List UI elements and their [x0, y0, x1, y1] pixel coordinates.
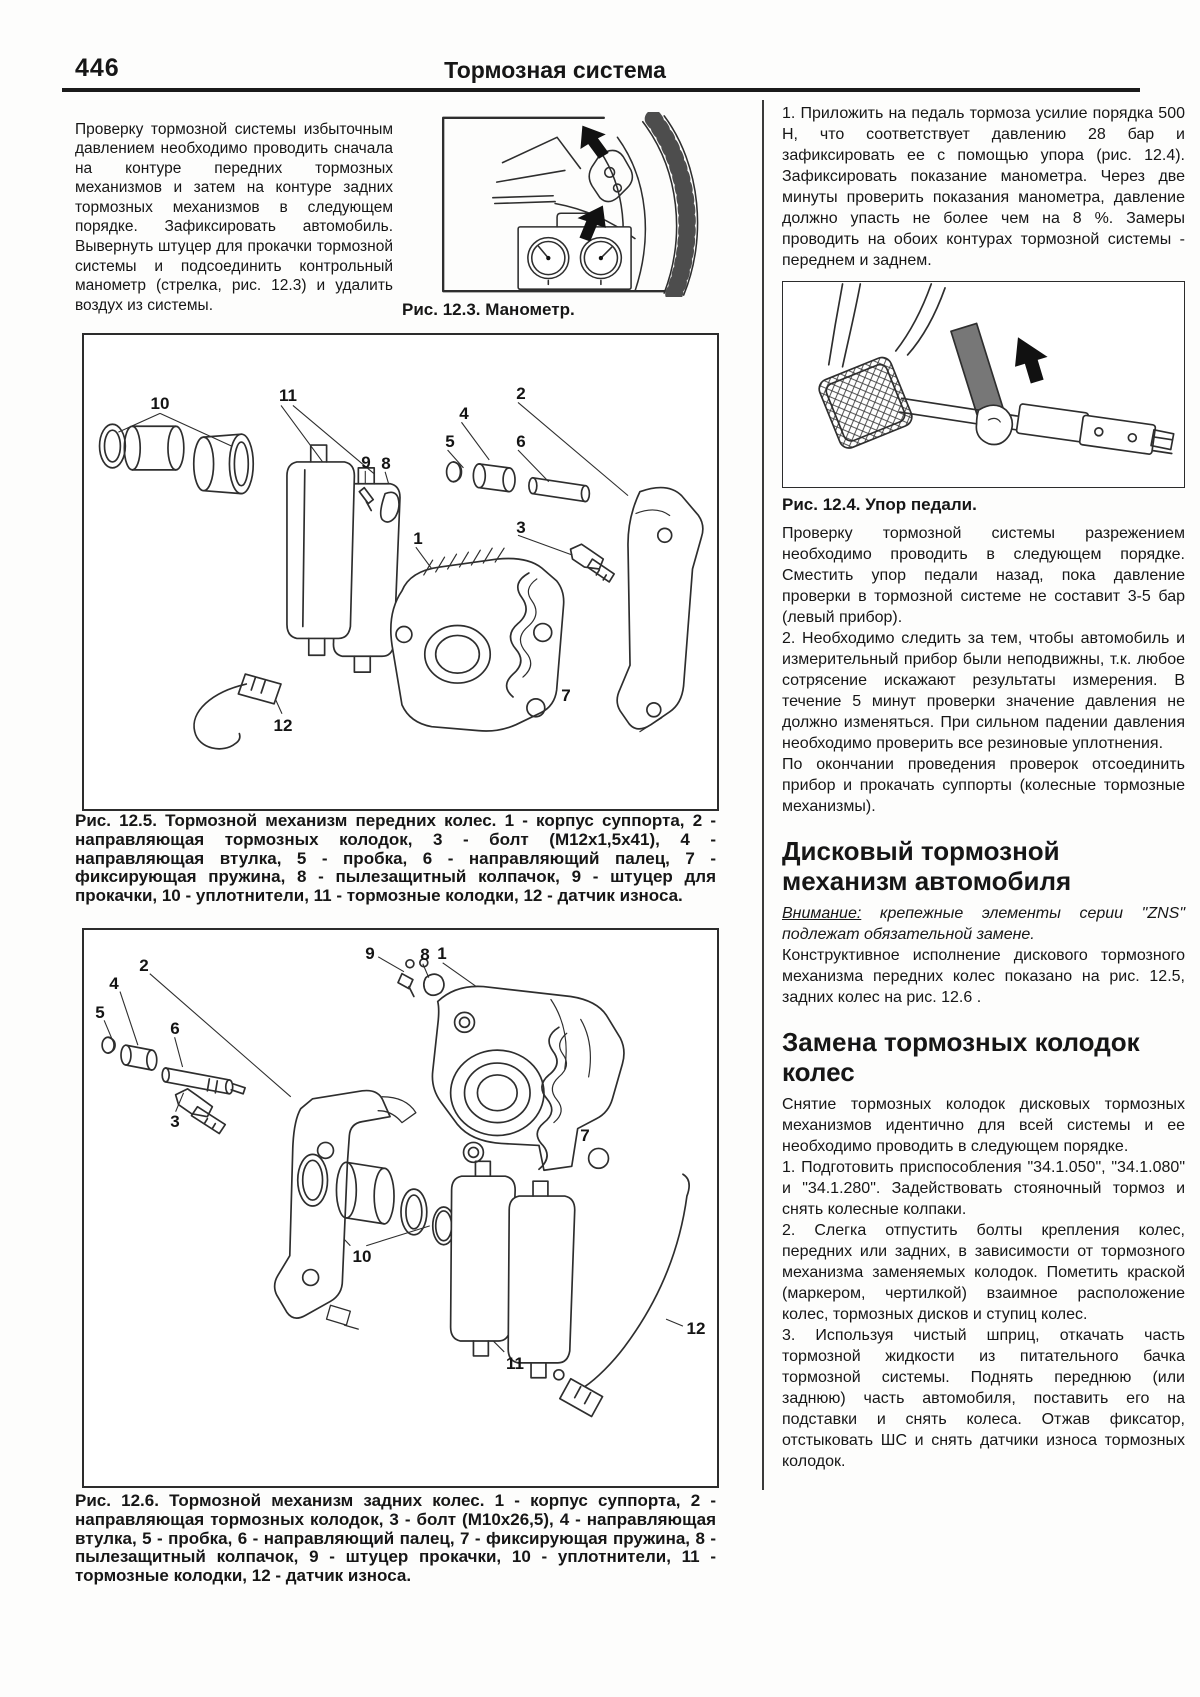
figure-callout-10: 10 — [352, 1247, 372, 1266]
figure-callout-4: 4 — [109, 974, 119, 993]
page-number: 446 — [75, 54, 120, 82]
figure-callout-6: 6 — [170, 1019, 180, 1038]
page-title: Тормозная система — [444, 57, 666, 83]
figure-callout-8: 8 — [381, 454, 391, 473]
figure-callout-2: 2 — [516, 384, 526, 403]
figure-callout-12: 12 — [273, 716, 293, 735]
figure-12-3-caption: Рис. 12.3. Манометр. — [402, 300, 575, 319]
front-brake-exploded-drawing — [84, 335, 713, 805]
right-column — [782, 103, 1185, 1472]
warning-label: Внимание: — [782, 905, 862, 922]
paragraph-pads-step-2: 2. Слегка отпустить болты крепления колес, передних или задних, в зависимости от тормозного механизма заменяемых колодок. Пометить краской (маркером, чертилкой) взаимное расположение колес, тормозных дисков и ступиц колес. — [782, 1222, 1185, 1323]
figure-callout-6: 6 — [516, 432, 526, 451]
figure-callout-5: 5 — [445, 432, 455, 451]
section-heading-disc-brake: Дисковый тормозной механизм автомобиля — [782, 836, 1072, 896]
figure-12-5-caption: Рис. 12.5. Тормозной механизм передних колес. 1 - корпус суппорта, 2 - направляющая тормозных колодок, 3 - болт (М12х1,5х41), 4 - направляющая втулка, 5 - пробка, 6 - направляющий палец, 7 - фиксирующая пружина, 8 - пылезащитный колпачок, 9 - штуцер для прокачки, 10 - уплотнители, 11 - тормозные колодки, 12 - датчик износа. — [75, 811, 716, 906]
figure-callout-4: 4 — [459, 404, 469, 423]
figure-callout-1: 1 — [437, 944, 447, 963]
paragraph-pads-step-1: 1. Подготовить приспособления "34.1.050", "34.1.080" и "34.1.280". Задействовать стояночный тормоз и снять колесные колпаки. — [782, 1159, 1185, 1218]
figure-callout-3: 3 — [170, 1112, 180, 1131]
figure-callout-3: 3 — [516, 518, 526, 537]
figure-12-6 — [82, 928, 719, 1488]
figure-callout-10: 10 — [150, 394, 170, 413]
paragraph-vacuum-test: Проверку тормозной системы разрежением необходимо проводить в следующем порядке. Сместить упор педали назад, пока давление проверки в тормозной системе не составит 3-5 бар (левый прибор). — [782, 525, 1185, 626]
warning-text: крепежные элементы серии "ZNS" подлежат обязательной замене. — [782, 905, 1185, 943]
column-divider — [762, 100, 764, 1490]
manometer-drawing — [405, 112, 715, 297]
figure-callout-9: 9 — [365, 944, 375, 963]
figure-callout-12: 12 — [686, 1319, 706, 1338]
section-heading-pad-replacement: Замена тормозных колодок колес — [782, 1027, 1140, 1087]
arrow-icon — [1015, 337, 1048, 383]
figure-12-6-caption: Рис. 12.6. Тормозной механизм задних колес. 1 - корпус суппорта, 2 - направляющая тормозных колодок, 3 - болт (М10х26,5), 4 - направляющая втулка, 5 - пробка, 6 - направляющий палец, 7 - фиксирующая пружина, 8 - пылезащитный колпачок, 9 - штуцер прокачки, 10 - уплотнители, 11 - тормозные колодки, 12 - датчик износа. — [75, 1491, 716, 1586]
header-rule — [62, 88, 1140, 92]
figure-callout-7: 7 — [580, 1126, 590, 1145]
paragraph-step-2: 2. Необходимо следить за тем, чтобы автомобиль и измерительный прибор были неподвижны, т.к. любое сотрясение искажают результаты измерения. В течение 5 минут проверки значение давления не должно изменяться. При сильном падении давления необходимо проверить все резиновые уплотнения. — [782, 630, 1185, 752]
paragraph-step-pressure: 1. Приложить на педаль тормоза усилие порядка 500 Н, что соответствует давлению 28 бар и зафиксировать ее с помощью упора (рис. 12.4). Зафиксировать показание манометра. Через две минуты проверить показания манометра, давление должно упасть не более чем на 8 %. Замеры проводить на обоих контурах тормозной системы - переднем и заднем. — [782, 105, 1185, 269]
figure-callout-9: 9 — [361, 453, 371, 472]
arrow-icon — [580, 126, 608, 159]
figure-callout-2: 2 — [139, 956, 149, 975]
figure-callout-11: 11 — [279, 386, 297, 405]
figure-12-3 — [405, 112, 715, 297]
pedal-stop-drawing — [783, 282, 1182, 487]
warning-note — [782, 903, 1185, 945]
paragraph-pads-step-3: 3. Используя чистый шприц, откачать часть тормозной жидкости из питательного бачка тормозной системы. Поднять переднюю (или заднюю) часть автомобиля, поставить его на подставки и снять колеса. Отжав фиксатор, отстыковать ШС и снять датчики износа тормозных колодок. — [782, 1327, 1185, 1470]
figure-callout-8: 8 — [420, 945, 430, 964]
figure-callout-11: 11 — [506, 1354, 524, 1373]
figure-callout-5: 5 — [95, 1003, 105, 1022]
paragraph-finish-check: По окончании проведения проверок отсоединить прибор и прокачать суппорты (колесные тормозные механизмы). — [782, 756, 1185, 815]
figure-12-4 — [782, 281, 1185, 488]
figure-callout-7: 7 — [561, 686, 571, 705]
figure-callout-1: 1 — [413, 529, 423, 548]
paragraph-design-reference: Конструктивное исполнение дискового тормозного механизма передних колес показано на рис. 12.5, задних колес на рис. 12.6 . — [782, 947, 1185, 1006]
figure-12-5 — [82, 333, 719, 811]
figure-12-4-caption: Рис. 12.4. Упор педали. — [782, 495, 977, 514]
rear-brake-exploded-drawing — [84, 930, 713, 1482]
intro-paragraph: Проверку тормозной системы избыточным давлением необходимо проводить сначала на контуре передних тормозных механизмов и затем на контуре задних тормозных механизмов в следующем порядке. Зафиксировать автомобиль. Вывернуть штуцер для прокачки тормозной системы и подсоединить контрольный манометр (стрелка, рис. 12.3) и удалить воздух из системы. — [75, 120, 393, 314]
paragraph-pads-intro: Снятие тормозных колодок дисковых тормозных механизмов идентично для всей системы и ее необходимо проводить в следующем порядке. — [782, 1096, 1185, 1155]
